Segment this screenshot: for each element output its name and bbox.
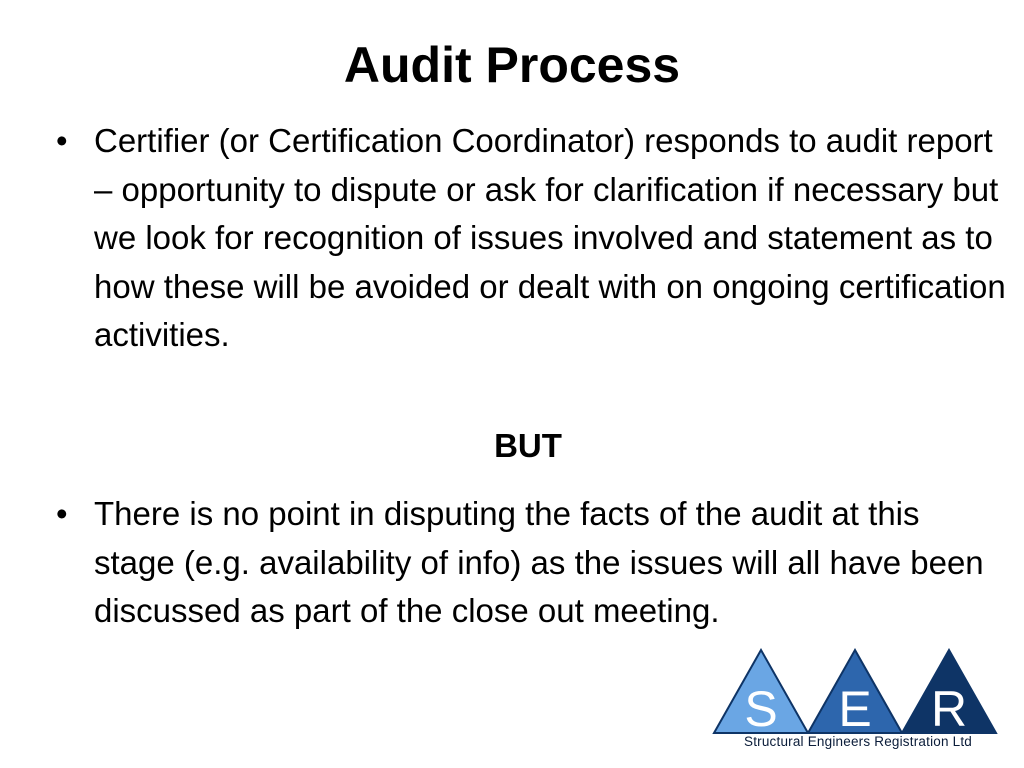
bullet-text-1: Certifier (or Certification Coordinator) responds to audit report – opportunity to dispute or ask for clarification if necessary but we look for recognition of issues involved and statement as to how these will be avoided or dealt with on ongoing certification activities.	[94, 122, 1006, 353]
bullet-item-1	[56, 117, 1006, 360]
emphasis-but: BUT	[494, 427, 562, 464]
ser-logo-triangles	[710, 648, 1006, 736]
logo-letter-e: E	[838, 681, 872, 736]
bullet-item-2	[56, 490, 1006, 636]
ser-logo	[710, 648, 1006, 758]
logo-caption: Structural Engineers Registration Ltd	[743, 734, 972, 749]
logo-letter-s: S	[744, 681, 778, 736]
bullet-marker: •	[56, 122, 68, 159]
bullet-text-2: There is no point in disputing the facts of the audit at this stage (e.g. availability of info) as the issues will all have been discussed as part of the close out meeting.	[94, 495, 984, 629]
bullet-marker: •	[56, 495, 68, 532]
logo-letter-r: R	[930, 681, 968, 736]
slide-title: Audit Process	[343, 37, 681, 93]
